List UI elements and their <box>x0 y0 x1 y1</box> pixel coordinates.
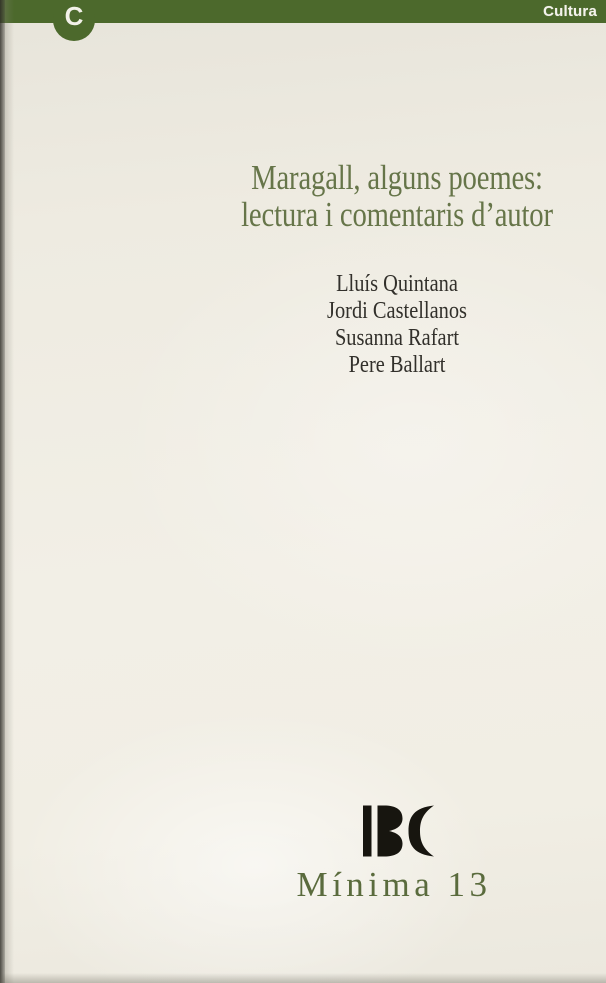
bottom-shadow <box>0 973 606 983</box>
title-line-2: lectura i comentaris d’autor <box>241 195 553 234</box>
book-title <box>226 159 569 233</box>
author-name: Susanna Rafart <box>334 325 460 351</box>
collection-label: Cultura <box>543 3 597 20</box>
category-badge <box>53 0 95 41</box>
ibc-logo-icon <box>360 805 438 857</box>
title-line-1: Maragall, alguns poemes: <box>251 158 543 197</box>
page-edge <box>5 0 14 983</box>
series-label: Mínima 13 <box>296 865 492 904</box>
category-badge-letter: C <box>64 0 84 31</box>
author-name: Pere Ballart <box>348 352 446 378</box>
author-name: Lluís Quintana <box>336 271 458 297</box>
book-left-edge <box>0 0 5 983</box>
authors-list <box>219 271 574 379</box>
publisher-logo <box>360 805 438 857</box>
author-name: Jordi Castellanos <box>327 298 467 324</box>
